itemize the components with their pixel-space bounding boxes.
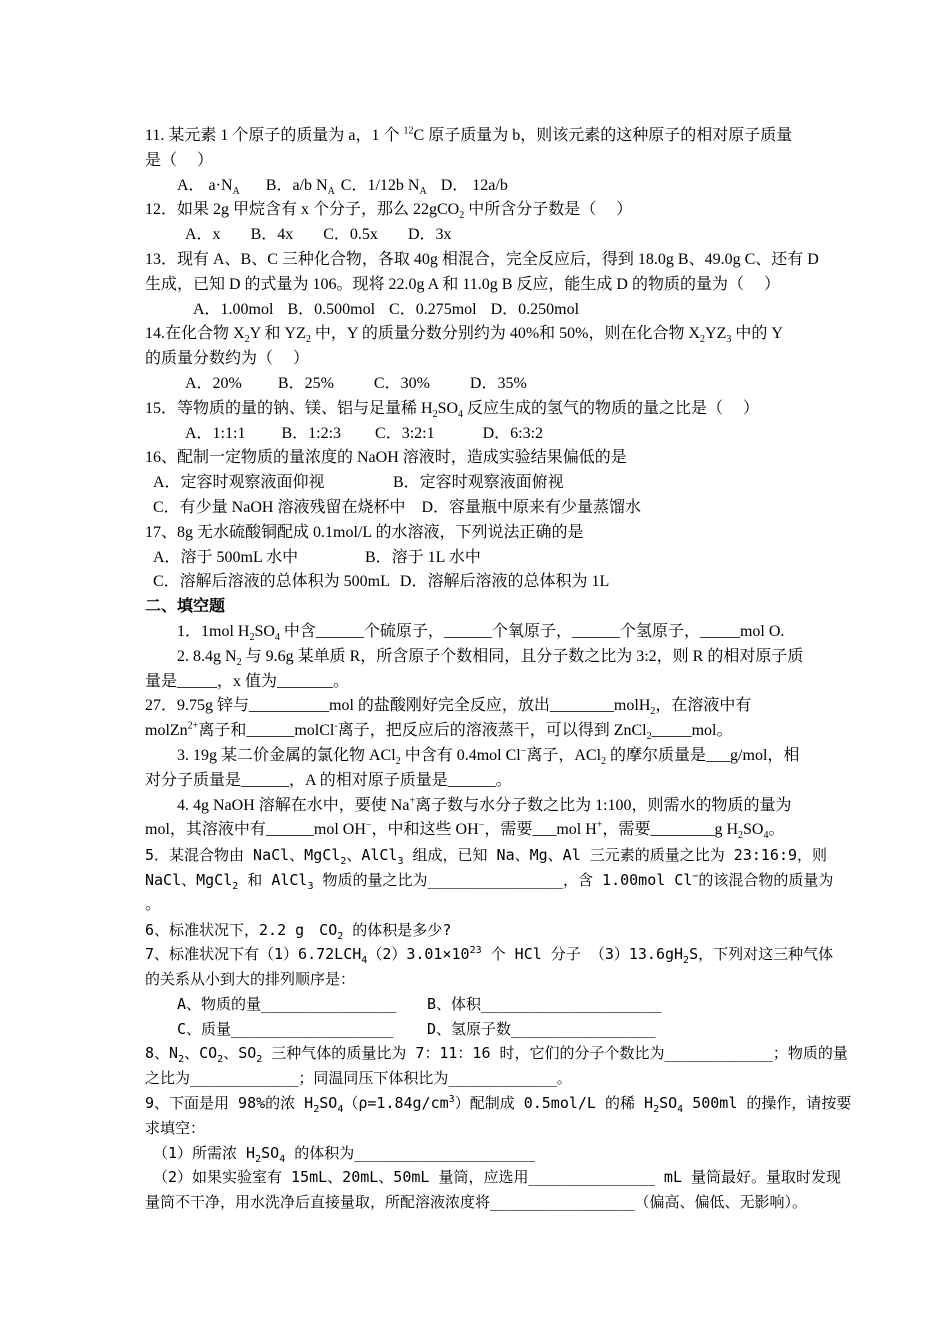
- option-c: C．3:2:1: [375, 424, 435, 442]
- subscript: 4: [337, 1104, 344, 1116]
- superscript: 12: [403, 125, 414, 137]
- subscript: A: [327, 185, 335, 197]
- subscript: 2: [340, 856, 347, 868]
- answer-blank: ________: [650, 821, 715, 839]
- fill-7-options-ab: [145, 992, 825, 1017]
- text: mL 量筒最好。量取时发现: [654, 1168, 842, 1187]
- answer-blank: _______: [277, 672, 334, 690]
- answer-blank: _____: [177, 672, 218, 690]
- text: 。: [495, 771, 512, 789]
- text: SO: [437, 399, 459, 417]
- question-13-options: [145, 298, 825, 323]
- text: 、SO: [223, 1044, 257, 1063]
- text: 的该混合物的质量为: [698, 870, 834, 889]
- superscript: −: [365, 819, 372, 831]
- option-b: B．1:2:3: [281, 424, 342, 442]
- subscript: 2: [459, 210, 465, 222]
- subscript: 2: [601, 756, 607, 768]
- text: 。: [556, 1069, 572, 1088]
- text: Y 和 YZ: [249, 325, 306, 343]
- subscript: 2: [178, 1054, 185, 1066]
- question-12: [145, 198, 825, 223]
- answer-blank: ___: [532, 821, 557, 839]
- text: SO: [261, 1143, 280, 1162]
- subscript: 2: [700, 334, 706, 346]
- text: 5．某混合物由 NaCl、MgCl: [145, 846, 341, 865]
- option-a: A．1.00mol: [193, 300, 274, 318]
- text: （偏高、偏低、无影响）。: [634, 1193, 808, 1212]
- answer-blank: ______: [571, 622, 620, 640]
- text: 9、下面是用 98%的浓 H: [145, 1094, 314, 1113]
- text: 离子，把反应后的溶液蒸干，可以得到 ZnCl: [337, 722, 647, 740]
- text: g H: [714, 821, 738, 839]
- text: 个 HCl 分子 （3）13.6gH: [481, 945, 684, 964]
- fill-7: [145, 942, 834, 967]
- text: 的体积是多少?: [343, 920, 452, 939]
- option-a-text: A． a·N: [177, 176, 233, 194]
- text: 、CO: [184, 1044, 218, 1063]
- answer-blank: _____: [651, 722, 692, 740]
- option-a: [177, 174, 240, 199]
- text: 之比为: [145, 1069, 191, 1088]
- text: SO: [743, 821, 764, 839]
- answer-blank: __________: [249, 697, 330, 715]
- fill-8: [145, 1041, 848, 1066]
- option-d: D． 12a/b: [440, 176, 508, 194]
- answer-blank: ______: [315, 622, 364, 640]
- fill-7-options-cd: [145, 1017, 825, 1042]
- option-a: A．定容时观察液面仰视: [153, 474, 325, 492]
- option-d: D．溶解后溶液的总体积为 1L: [399, 573, 610, 591]
- subscript: 2: [217, 1054, 224, 1066]
- subscript: 4: [274, 632, 280, 644]
- subscript: 2: [432, 408, 438, 420]
- text: 三种气体的质量比为 7：11：16 时，它们的分子个数比为: [262, 1044, 665, 1063]
- text: 14.在化合物 X: [145, 325, 245, 343]
- text: （2）如果实验室有 15mL、20mL、50mL 量筒，应选用: [153, 1168, 529, 1187]
- answer-blank: _______________: [427, 870, 564, 889]
- text: molZn: [145, 722, 188, 740]
- superscript: 23: [469, 945, 482, 957]
- option-a: A．溶于 500mL 水中: [153, 548, 299, 566]
- option-c: C．0.5x: [323, 226, 378, 244]
- subscript: 4: [361, 955, 368, 967]
- text: 的摩尔质量是: [606, 746, 707, 764]
- text: 中，Y 的质量分数分别约为 40%和 50%，则在化合物 X: [310, 325, 701, 343]
- text: 离子和: [198, 722, 247, 740]
- subscript: 3: [397, 856, 404, 868]
- fill-8-line2: [145, 1066, 825, 1091]
- fill-5-line3: 。: [145, 895, 162, 913]
- question-16: 16、配制一定物质的量浓度的 NaOH 溶液时，造成实验结果偏低的是: [145, 449, 627, 467]
- option-c: C．30%: [373, 374, 430, 392]
- option-b: B．溶于 1L 水中: [365, 548, 481, 566]
- text: 1．1mol H: [177, 622, 250, 640]
- text: （ρ=1.84g/cm: [343, 1094, 449, 1113]
- option-a: A．20%: [185, 374, 242, 392]
- text: 个硫原子，: [363, 622, 444, 640]
- answer-blank: ____________: [664, 1044, 773, 1063]
- subscript: 4: [458, 408, 464, 420]
- text: 。: [333, 672, 350, 690]
- question-17-options-ab: [145, 546, 825, 571]
- text: 离子，ACl: [526, 746, 602, 764]
- option-d: D．35%: [469, 374, 527, 392]
- option-a: A．x: [185, 226, 221, 244]
- text: 15．等物质的量的钠、镁、铝与足量稀 H: [145, 399, 433, 417]
- fill-3: [145, 744, 825, 769]
- question-16-options-ab: [145, 471, 825, 496]
- text: mol O.: [739, 622, 785, 640]
- question-12-text-cont: 中所含分子数是（ ）: [464, 201, 633, 219]
- question-12-text: 12．如果 2g 甲烷含有 x 个分子，那么 22gCO: [145, 201, 460, 219]
- text: 中含有 0.4mol Cl: [400, 746, 521, 764]
- fill-4: [145, 794, 825, 819]
- answer-blank: ______________: [528, 1168, 655, 1187]
- text: （1）所需浓 H: [153, 1143, 256, 1162]
- fill-1: [145, 620, 825, 645]
- text: 3. 19g 某二价金属的氯化物 ACl: [177, 746, 396, 764]
- question-14-options: [145, 372, 825, 397]
- text: ，需要: [602, 821, 651, 839]
- question-13-line2: 生成，已知 D 的式量为 106。现将 22.0g A 和 11.0g B 反应，能生成 D 的物质的量为（ ）: [145, 275, 780, 293]
- subscript: 2: [313, 1104, 320, 1116]
- text: ；同温同压下体积比为: [298, 1069, 449, 1088]
- text: ；物质的量: [772, 1044, 848, 1063]
- text: mol 的盐酸刚好完全反应，放出: [329, 697, 550, 715]
- superscript: 2+: [187, 720, 199, 732]
- text: 个氢原子，: [619, 622, 700, 640]
- question-11-options: [145, 174, 825, 199]
- text: 2. 8.4g N: [177, 647, 237, 665]
- subscript: 2: [256, 1054, 263, 1066]
- fill-2: [145, 645, 825, 670]
- answer-blank: ______: [265, 821, 314, 839]
- answer-blank: ____________: [448, 1069, 557, 1088]
- answer-blank: _______________: [261, 994, 397, 1013]
- text: 与 9.6g 某单质 R，所含原子个数相同，且分子数之比为 3:2，则 R 的相对原子质: [241, 647, 804, 665]
- option-c: C．溶解后溶液的总体积为 500mL: [153, 573, 390, 591]
- subscript: 2: [305, 334, 311, 346]
- option-d: D．3x: [407, 226, 452, 244]
- question-13: 13．现有 A、B、C 三种化合物，各取 40g 相混合，完全反应后，得到 18.0g B、49.0g C、还有 D: [145, 250, 819, 268]
- question-12-options: [145, 223, 825, 248]
- subscript: 4: [279, 1153, 286, 1165]
- subscript: 2: [395, 756, 401, 768]
- question-17-options-cd: [145, 570, 825, 595]
- option-a: A．1:1:1: [185, 424, 246, 442]
- text: 和 AlCl: [238, 870, 308, 889]
- text: ，x 值为: [217, 672, 278, 690]
- text: 27．9.75g 锌与: [145, 697, 250, 715]
- text: ）配制成 0.5mol/L 的稀 H: [454, 1094, 654, 1113]
- option-d: D、氢原子数: [427, 1019, 512, 1038]
- question-17: 17、8g 无水硫酸铜配成 0.1mol/L 的水溶液，下列说法正确的是: [145, 523, 584, 541]
- fill-9: [145, 1091, 852, 1116]
- answer-blank: ____________________: [481, 994, 662, 1013]
- text: g/mol，相: [730, 746, 800, 764]
- subscript: 4: [763, 830, 769, 842]
- option-d: D．0.250mol: [490, 300, 580, 318]
- option-c: C、质量: [177, 1019, 232, 1038]
- subscript: 2: [738, 830, 743, 842]
- text: 4. 4g NaOH 溶解在水中，要使 Na: [177, 796, 410, 814]
- answer-blank: ______: [447, 771, 496, 789]
- answer-blank: ______: [246, 722, 295, 740]
- text: mol H: [556, 821, 597, 839]
- subscript: 2: [255, 1153, 262, 1165]
- subscript: 2: [244, 334, 250, 346]
- subscript: 2: [650, 706, 656, 718]
- text: 的体积为: [285, 1143, 355, 1162]
- subscript: 4: [677, 1104, 684, 1116]
- text: YZ: [705, 325, 727, 343]
- text: SO: [659, 1094, 678, 1113]
- subscript: 2: [646, 731, 652, 743]
- fill-6: [145, 918, 825, 943]
- option-c: [341, 174, 427, 199]
- option-d: D．6:3:2: [482, 424, 544, 442]
- text: 对分子质量是: [145, 771, 242, 789]
- text: 。: [768, 821, 785, 839]
- text: 反应生成的氢气的物质的量之比是（ ）: [463, 399, 760, 417]
- answer-blank: __________________: [231, 1019, 394, 1038]
- option-c: C．0.275mol: [389, 300, 477, 318]
- option-c: C．有少量 NaOH 溶液残留在烧杯中: [153, 498, 406, 516]
- text: mol。: [691, 722, 733, 740]
- question-14: [145, 322, 825, 347]
- subscript: 3: [726, 334, 732, 346]
- option-c-text: C．1/12b N: [340, 176, 420, 194]
- question-11: [145, 124, 825, 149]
- fill-27-line2: [145, 719, 825, 744]
- text: 中的 Y: [731, 325, 783, 343]
- fill-3-line2: [145, 769, 825, 794]
- text: 7、标准状况下有（1）6.72LCH: [145, 945, 362, 964]
- fill-7-line2: 的关系从小到大的排列顺序是：: [145, 970, 356, 989]
- text: 8、N: [145, 1044, 179, 1063]
- question-15: [145, 397, 825, 422]
- question-14-line2: 的质量分数约为（ ）: [145, 350, 310, 368]
- superscript: −: [692, 870, 699, 882]
- subscript: A: [419, 185, 427, 197]
- subscript: 2: [337, 930, 344, 942]
- text: ，含 1.00mol Cl: [563, 870, 693, 889]
- text: molH: [613, 697, 651, 715]
- text: mol OH: [313, 821, 366, 839]
- fill-5: [145, 843, 828, 868]
- superscript: -: [334, 720, 338, 732]
- text: NaCl、MgCl: [145, 870, 233, 889]
- subscript: 2: [683, 955, 690, 967]
- answer-blank: ______: [443, 622, 492, 640]
- question-11-text: 11. 某元素 1 个原子的质量为 a，1 个: [145, 127, 404, 144]
- text: 离子数与水分子数之比为 1:100，则需水的物质的量为: [415, 796, 792, 814]
- superscript: −: [478, 819, 485, 831]
- fill-27: [145, 694, 825, 719]
- fill-5-line2: [145, 868, 834, 893]
- option-b-text: B．a/b N: [265, 176, 328, 194]
- text: ，A 的相对原子质量是: [289, 771, 448, 789]
- superscript: −: [520, 745, 527, 757]
- subscript: 2: [249, 632, 255, 644]
- fill-4-line2: [145, 818, 825, 843]
- document-page: [145, 124, 852, 1215]
- subscript: 3: [307, 880, 314, 892]
- fill-9-part1: [145, 1141, 825, 1166]
- superscript: +: [596, 819, 603, 831]
- text: 个氧原子，: [491, 622, 572, 640]
- superscript: 3: [448, 1094, 455, 1106]
- option-b: [266, 174, 335, 199]
- text: 6、标准状况下，2.2 g CO: [145, 920, 338, 939]
- fill-9-line2: 求填空：: [145, 1118, 206, 1137]
- answer-blank: _____: [699, 622, 740, 640]
- question-11-text-cont: C 原子质量为 b，则该元素的这种原子的相对原子质量: [413, 127, 793, 144]
- text: 物质的量之比为: [313, 870, 428, 889]
- question-16-options-cd: [145, 496, 825, 521]
- fill-2-line2: [145, 670, 825, 695]
- option-b: B、体积: [427, 994, 482, 1013]
- text: 量筒不干净，用水洗净后直接量取，所配溶液浓度将: [145, 1193, 491, 1212]
- subscript: 2: [653, 1104, 660, 1116]
- question-11-line2: 是（ ）: [145, 151, 214, 169]
- text: 量是: [145, 672, 178, 690]
- text: molCl: [294, 722, 335, 740]
- text: 、AlCl: [346, 846, 398, 865]
- subscript: 2: [236, 656, 242, 668]
- fill-9-part2: [145, 1165, 842, 1190]
- text: ，在溶液中有: [655, 697, 752, 715]
- text: ，中和这些 OH: [371, 821, 479, 839]
- answer-blank: ________: [549, 697, 614, 715]
- question-15-options: [145, 422, 825, 447]
- text: ，需要: [484, 821, 533, 839]
- text: 组成，已知 Na、Mg、Al 三元素的质量之比为 23:16:9，则: [403, 846, 828, 865]
- answer-blank: ________________: [511, 1019, 656, 1038]
- answer-blank: ________________: [490, 1193, 635, 1212]
- option-b: B．0.500mol: [287, 300, 376, 318]
- subscript: A: [232, 185, 240, 197]
- fill-9-part2-line2: [145, 1190, 825, 1215]
- option-b: B．25%: [277, 374, 334, 392]
- text: SO: [319, 1094, 338, 1113]
- answer-blank: ____________: [190, 1069, 299, 1088]
- option-b: B．4x: [250, 226, 294, 244]
- text: 500ml 的操作，请按要: [683, 1094, 852, 1113]
- text: S，下列对这三种气体: [689, 945, 834, 964]
- text: mol，其溶液中有: [145, 821, 266, 839]
- superscript: +: [409, 795, 416, 807]
- option-d: D．容量瓶中原来有少量蒸馏水: [421, 498, 642, 516]
- answer-blank: ______: [241, 771, 290, 789]
- section-heading: 二、填空题: [145, 598, 226, 616]
- text: SO: [254, 622, 275, 640]
- text: 中含: [279, 622, 316, 640]
- answer-blank: ___: [706, 746, 731, 764]
- answer-blank: ____________________: [354, 1143, 535, 1162]
- text: （2）3.01×10: [367, 945, 470, 964]
- option-a: A、物质的量: [177, 994, 262, 1013]
- subscript: 2: [232, 880, 239, 892]
- option-b: B．定容时观察液面俯视: [393, 474, 564, 492]
